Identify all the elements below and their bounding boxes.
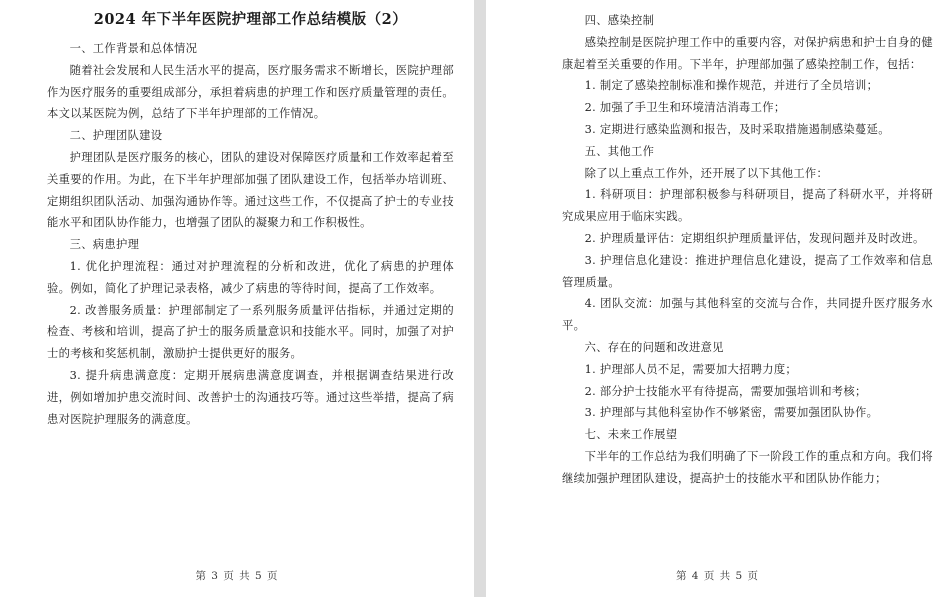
paragraph-infection: 感染控制是医院护理工作中的重要内容，对保护病患和护士自身的健康起着至关重要的作用。下半年，护理部加强了感染控制工作，包括： — [562, 35, 933, 71]
list-item-infection-1: 1. 制定了感染控制标准和操作规范，并进行了全员培训； — [584, 79, 879, 93]
paragraph-patient-care-3: 3. 提升病患满意度：定期开展病患满意度调查，并根据调查结果进行改进，例如增加护患交流时间、改善护士的沟通技巧等。通过这些举措，提高了病患对医院护理服务的满意度。 — [47, 368, 454, 426]
paragraph-other-intro: 除了以上重点工作外，还开展了以下其他工作： — [584, 166, 829, 180]
section-heading-other: 五、其他工作 — [584, 144, 655, 158]
paragraph-team: 护理团队是医疗服务的核心，团队的建设对保障医疗质量和工作效率起着至关重要的作用。为此，在下半年护理部加强了团队建设工作，包括举办培训班、定期组织团队活动、加强沟通协作等。通过这些工作，不仅提高了护士的专业技能水平和团队协作能力，也增强了团队的凝聚力和工作积极性。 — [47, 150, 454, 230]
list-item-other-4: 4. 团队交流：加强与其他科室的交流与合作，共同提升医疗服务水平。 — [562, 297, 933, 333]
list-item-other-1: 1. 科研项目：护理部积极参与科研项目，提高了科研水平，并将研究成果应用于临床实践。 — [562, 188, 933, 224]
section-heading-issues: 六、存在的问题和改进意见 — [584, 340, 724, 354]
page-number-footer: 第 4 页 共 5 页 — [675, 570, 760, 582]
section-heading-outlook: 七、未来工作展望 — [584, 428, 678, 442]
paragraph-patient-care-1: 1. 优化护理流程：通过对护理流程的分析和改进，优化了病患的护理体验。例如，简化了护理记录表格，减少了病患的等待时间，提高了工作效率。 — [47, 259, 454, 295]
paragraph-background: 随着社会发展和人民生活水平的提高，医疗服务需求不断增长，医院护理部作为医疗服务的重要组成部分，承担着病患的护理工作和医疗质量管理的责任。本文以某医院为例，总结了下半年护理部的工作情况。 — [47, 63, 454, 121]
document-page-left — [0, 0, 474, 597]
list-item-other-3: 3. 护理信息化建设：推进护理信息化建设，提高了工作效率和信息管理质量。 — [562, 253, 933, 289]
list-item-issue-2: 2. 部分护士技能水平有待提高，需要加强培训和考核； — [584, 384, 867, 398]
list-item-issue-3: 3. 护理部与其他科室协作不够紧密，需要加强团队协作。 — [584, 406, 879, 420]
list-item-infection-2: 2. 加强了手卫生和环境清洁消毒工作； — [584, 101, 786, 115]
document-page-right — [486, 0, 949, 597]
list-item-other-2: 2. 护理质量评估：定期组织护理质量评估，发现问题并及时改进。 — [584, 231, 925, 245]
document-title: 2024 年下半年医院护理部工作总结模版（2） — [93, 11, 408, 28]
section-heading-background: 一、工作背景和总体情况 — [69, 42, 198, 55]
section-heading-infection: 四、感染控制 — [584, 14, 655, 27]
section-heading-patient-care: 三、病患护理 — [69, 238, 140, 252]
paragraph-patient-care-2: 2. 改善服务质量：护理部制定了一系列服务质量评估指标，并通过定期的检查、考核和培训，提高了护士的服务质量意识和技能水平。同时，加强了对护士的考核和奖惩机制，激励护士提供更好的服务。 — [47, 303, 454, 361]
paragraph-outlook: 下半年的工作总结为我们明确了下一阶段工作的重点和方向。我们将继续加强护理团队建设，提高护士的技能水平和团队协作能力； — [562, 449, 933, 485]
list-item-issue-1: 1. 护理部人员不足，需要加大招聘力度； — [584, 362, 798, 376]
page-number-footer: 第 3 页 共 5 页 — [195, 570, 279, 582]
section-heading-team: 二、护理团队建设 — [69, 129, 163, 143]
list-item-infection-3: 3. 定期进行感染监测和报告，及时采取措施遏制感染蔓延。 — [584, 122, 890, 136]
page-gap — [474, 0, 486, 597]
